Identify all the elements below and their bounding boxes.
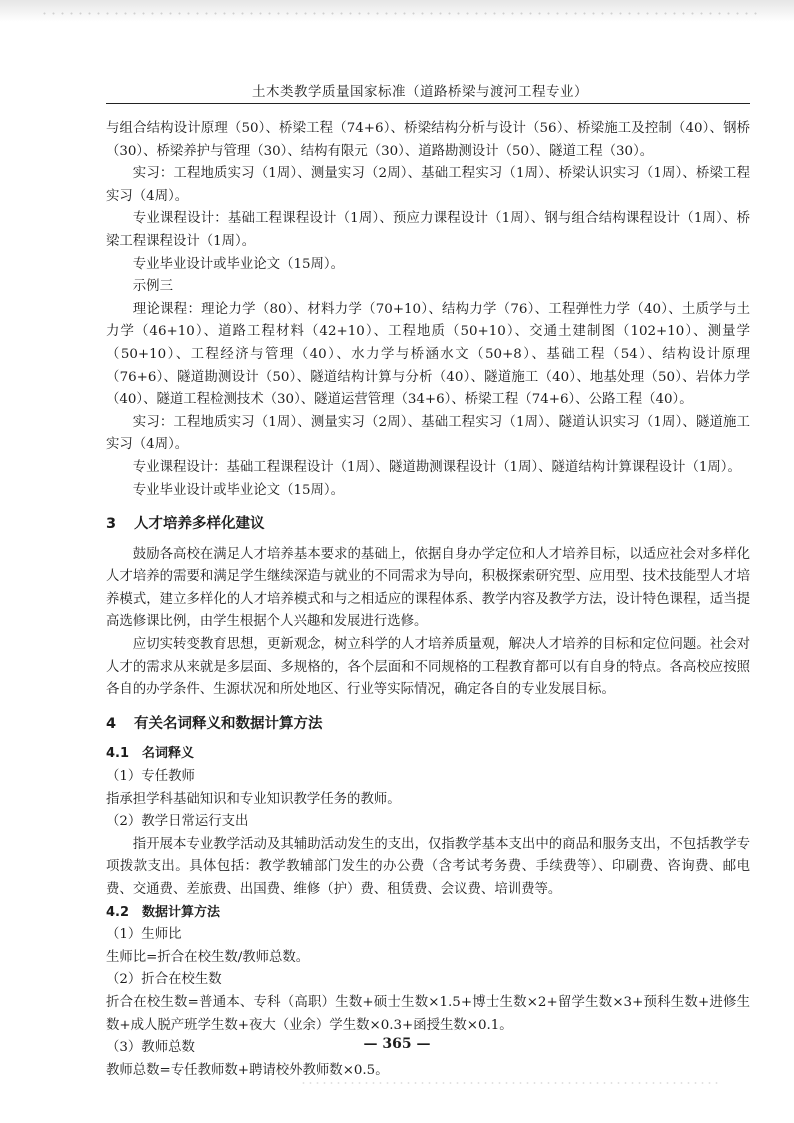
subsection-4-1-title: 名词释义 xyxy=(142,746,195,762)
course-design-paragraph-2: 专业课程设计：基础工程课程设计（1周）、隧道勘测课程设计（1周）、隧道结构计算课程设计（1周）。 xyxy=(132,459,741,475)
term-full-time-teacher-label: （1）专任教师 xyxy=(106,769,195,785)
section-3-paragraph-1: 鼓励各高校在满足人才培养基本要求的基础上，依据自身办学定位和人才培养目标，以适应社会对多样化人才培养的需要和满足学生继续深造与就业的不同需求为导向，积极探索研究型、应用型、技术技能型人才培养模式，建立多样化的人才培养模式和与之相适应的课程体系、教学内容及教学方法，设计特色课程，适当提高选修课比例，由学生根据个人兴趣和发展进行选修。 xyxy=(106,546,750,630)
page-number: — 365 — xyxy=(363,1036,431,1052)
graduation-paragraph: 专业毕业设计或毕业论文（15周）。 xyxy=(132,256,344,272)
calc-total-teachers-text: 教师总数=专任教师数+聘请校外教师数×0.5。 xyxy=(106,1062,389,1078)
internship-paragraph-2: 实习：工程地质实习（1周）、测量实习（2周）、基础工程实习（1周）、隧道认识实习（1周）、隧道施工实习（4周）。 xyxy=(106,414,750,453)
course-list-paragraph: 与组合结构设计原理（50）、桥梁工程（74+6）、桥梁结构分析与设计（56）、桥梁施工及控制（40）、钢桥（30）、桥梁养护与管理（30）、结构有限元（30）、道路勘测设计（50）、隧道工程（30）。 xyxy=(106,121,750,159)
scan-noise xyxy=(40,12,760,15)
running-header: 土木类教学质量国家标准（道路桥梁与渡河工程专业） xyxy=(252,84,588,100)
section-3-paragraph-2: 应切实转变教育思想，更新观念，树立科学的人才培养质量观，解决人才培养的目标和定位问题。社会对人才的需求从来就是多层面、多规格的，各个层面和不同规格的工程教育都可以有自身的特点。各高校应按照各自的办学条件、生源状况和所处地区、行业等实际情况，确定各自的专业发展目标。 xyxy=(106,637,750,698)
subsection-4-2-number: 4.2 xyxy=(106,904,130,920)
calc-equivalent-students-label: （2）折合在校生数 xyxy=(106,972,222,988)
section-4-title: 有关名词释义和数据计算方法 xyxy=(134,715,323,732)
term-operating-expense-label: （2）教学日常运行支出 xyxy=(106,814,249,830)
calc-equivalent-students-text: 折合在校生数=普通本、专科（高职）生数+硕士生数×1.5+博士生数×2+留学生数×3+预科生数+进修生数+成人脱产班学生数+夜大（业余）学生数×0.3+函授生数×0.1。 xyxy=(106,994,750,1033)
example-heading: 示例三 xyxy=(132,279,173,295)
scan-noise-bottom xyxy=(300,1082,720,1084)
subsection-4-1-heading xyxy=(106,743,750,766)
scan-edge-shadow xyxy=(0,0,794,22)
section-3-title: 人才培养多样化建议 xyxy=(134,516,265,533)
subsection-4-1-number: 4.1 xyxy=(106,746,130,762)
section-3-number: 3 xyxy=(106,516,117,533)
page-body xyxy=(106,118,750,1082)
theory-courses-paragraph: 理论课程：理论力学（80）、材料力学（70+10）、结构力学（76）、工程弹性力学（40）、土质学与土力学（46+10）、道路工程材料（42+10）、工程地质（50+10）、交通土建制图（102+10）、测量学（50+10）、工程经济与管理（40）、水力学与桥涵水文（50+8）、基础工程（54）、结构设计原理（76+6）、隧道勘测设计（50）、隧道结构计算与分析（40）、隧道施工（40）、地基处理（50）、岩体力学（40）、隧道工程检测技术（30）、隧道运营管理（34+6）、桥梁工程（74+6）、公路工程（40）。 xyxy=(106,301,750,408)
subsection-4-2-heading xyxy=(106,902,750,925)
calc-student-teacher-ratio-label: （1）生师比 xyxy=(106,927,182,943)
term-operating-expense-text: 指开展本专业教学活动及其辅助活动发生的支出，仅指教学基本支出中的商品和服务支出，不包括教学专项拨款支出。具体包括：教学教辅部门发生的办公费（含考试考务费、手续费等）、印刷费、咨询费、邮电费、交通费、差旅费、出国费、维修（护）费、租赁费、会议费、培训费等。 xyxy=(106,836,750,897)
calc-student-teacher-ratio-text: 生师比=折合在校生数/教师总数。 xyxy=(106,949,310,965)
header-rule xyxy=(106,103,750,104)
graduation-paragraph-2: 专业毕业设计或毕业论文（15周）。 xyxy=(132,482,344,498)
term-full-time-teacher-text: 指承担学科基础知识和专业知识教学任务的教师。 xyxy=(106,791,401,807)
internship-paragraph: 实习：工程地质实习（1周）、测量实习（2周）、基础工程实习（1周）、桥梁认识实习（1周）、桥梁工程实习（4周）。 xyxy=(106,166,750,204)
calc-total-teachers-label: （3）教师总数 xyxy=(106,1040,195,1056)
course-design-paragraph: 专业课程设计：基础工程课程设计（1周）、预应力课程设计（1周）、钢与组合结构课程设计（1周）、桥梁工程课程设计（1周）。 xyxy=(106,211,750,249)
section-3-heading xyxy=(106,513,750,536)
section-4-heading xyxy=(106,713,750,736)
subsection-4-2-title: 数据计算方法 xyxy=(142,904,221,920)
section-4-number: 4 xyxy=(106,715,117,732)
